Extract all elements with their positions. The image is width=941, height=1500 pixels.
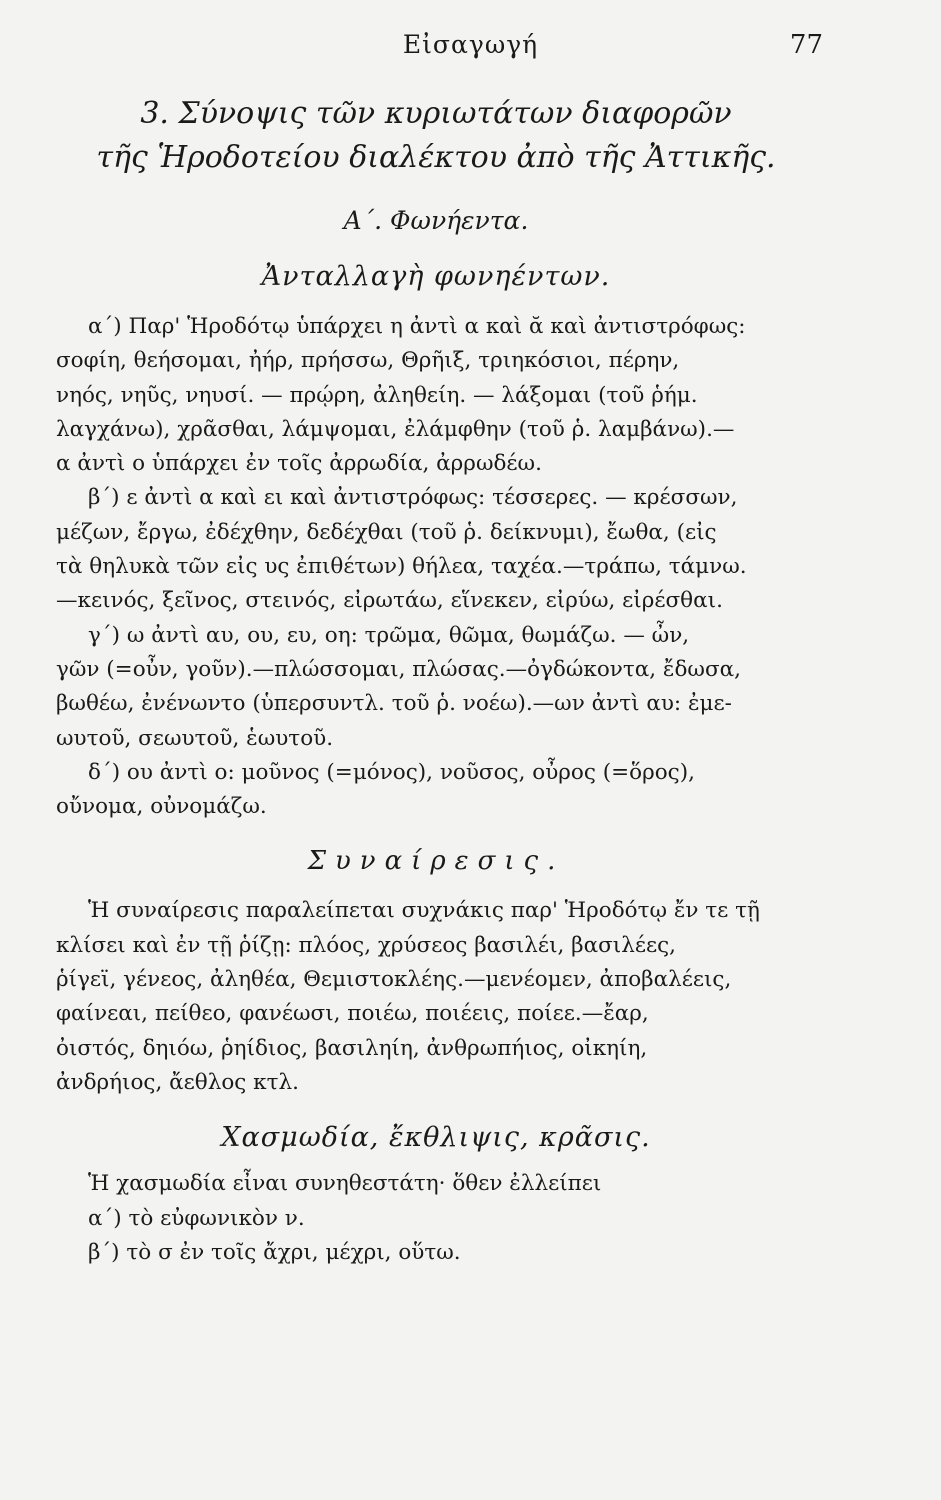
page-header: [0, 22, 941, 62]
text-line: κλίσει καὶ ἐν τῇ ῥίζῃ: πλόος, χρύσεος βασιλέι, βασιλέες,: [56, 932, 677, 958]
heading-chasmodia: Χασμωδία, ἔκθλιψις, κρᾶσις.: [221, 1122, 651, 1154]
page-body: [56, 92, 816, 1270]
text-line: βωθέω, ἐνένωντο (ὑπερσυντλ. τοῦ ῥ. νοέω).—ων ἀντὶ αυ: ἐμε-: [56, 691, 732, 717]
text-line: β΄) ε ἀντὶ α καὶ ει καὶ ἀντιστρόφως: τέσσερες. — κρέσσων,: [88, 485, 738, 511]
paragraph-gamma: [56, 619, 816, 756]
text-line: γ΄) ω ἀντὶ αυ, ου, ευ, οη: τρῶμα, θῶμα, θωμάζω. — ὦν,: [88, 622, 690, 648]
subsection-heading: Α΄. Φωνήεντα.: [343, 206, 529, 235]
section-title-line1: 3. Σύνοψις τῶν κυριωτάτων διαφορῶν: [140, 96, 732, 131]
paragraph-chasmodia: [56, 1167, 816, 1270]
text-line: Ἡ συναίρεσις παραλείπεται συχνάκις παρ' Ἡροδότῳ ἔν τε τῇ: [88, 898, 760, 924]
text-line: ὀιστός, δηιόω, ῥηίδιος, βασιληίη, ἀνθρωπήιος, οἰκηίη,: [56, 1035, 648, 1061]
text-line: τὰ θηλυκὰ τῶν εἰς υς ἐπιθέτων) θήλεα, ταχέα.—τράπω, τάμνω.: [56, 554, 747, 580]
text-line: γῶν (=οὖν, γοῦν).—πλώσσομαι, πλώσας.—ὀγδώκοντα, ἔδωσα,: [56, 656, 741, 682]
text-line: λαγχάνω), χρᾶσθαι, λάμψομαι, ἐλάμφθην (τοῦ ῥ. λαμβάνω).—: [56, 416, 735, 442]
text-line: β΄) τὸ σ ἐν τοῖς ἄχρι, μέχρι, οὕτω.: [88, 1239, 461, 1265]
text-line: δ΄) ου ἀντὶ ο: μοῦνος (=μόνος), νοῦσος, οὖρος (=ὅρος),: [88, 759, 695, 785]
text-line: Ἡ χασμωδία εἶναι συνηθεστάτη· ὅθεν ἐλλείπει: [88, 1171, 602, 1197]
text-line: α ἀντὶ ο ὑπάρχει ἐν τοῖς ἀρρωδία, ἀρρωδέω.: [56, 451, 542, 477]
text-line: α΄) Παρ' Ἡροδότῳ ὑπάρχει η ἀντὶ α καὶ ᾰ καὶ ἀντιστρόφως:: [88, 314, 746, 339]
text-line: ἀνδρήιος, ἄεθλος κτλ.: [56, 1069, 299, 1095]
section-title-line2: τῆς Ἡροδοτείου διαλέκτου ἀπὸ τῆς Ἀττικῆς.: [96, 140, 776, 175]
page-number: 77: [789, 30, 823, 60]
text-line: φαίνεαι, πείθεο, φανέωσι, ποιέω, ποιέεις, ποίεε.—ἔαρ,: [56, 1001, 649, 1027]
paragraph-delta: [56, 756, 816, 825]
paragraph-beta: [56, 481, 816, 618]
heading-synairesis: Συναίρεσις.: [307, 846, 565, 877]
text-line: οὔνομα, οὐνομάζω.: [56, 794, 267, 820]
heading-antallagi: Ἀνταλλαγὴ φωνηέντων.: [261, 261, 611, 292]
paragraph-synairesis: [56, 894, 816, 1100]
text-line: μέζων, ἔργω, ἐδέχθην, δεδέχθαι (τοῦ ῥ. δείκνυμι), ἔωθα, (εἰς: [56, 519, 717, 545]
text-line: νηός, νηῦς, νηυσί. — πρῴρη, ἀληθείη. — λάξομαι (τοῦ ῥήμ.: [56, 382, 698, 408]
text-line: ῥίγεϊ, γένεος, ἀληθέα, Θεμιστοκλέης.—μενέομεν, ἀποβαλέεις,: [56, 967, 732, 993]
running-title: Εἰσαγωγή: [402, 30, 539, 59]
paragraph-alpha: [56, 310, 816, 481]
text-line: α΄) τὸ εὐφωνικὸν ν.: [88, 1205, 305, 1231]
text-line: σοφίη, θεήσομαι, ἠήρ, πρήσσω, Θρῆιξ, τριηκόσιοι, πέρην,: [56, 348, 680, 374]
text-line: —κεινός, ξεῖνος, στεινός, εἰρωτάω, εἵνεκεν, εἰρύω, εἰρέσθαι.: [56, 588, 723, 614]
text-line: ωυτοῦ, σεωυτοῦ, ἑωυτοῦ.: [56, 725, 334, 751]
